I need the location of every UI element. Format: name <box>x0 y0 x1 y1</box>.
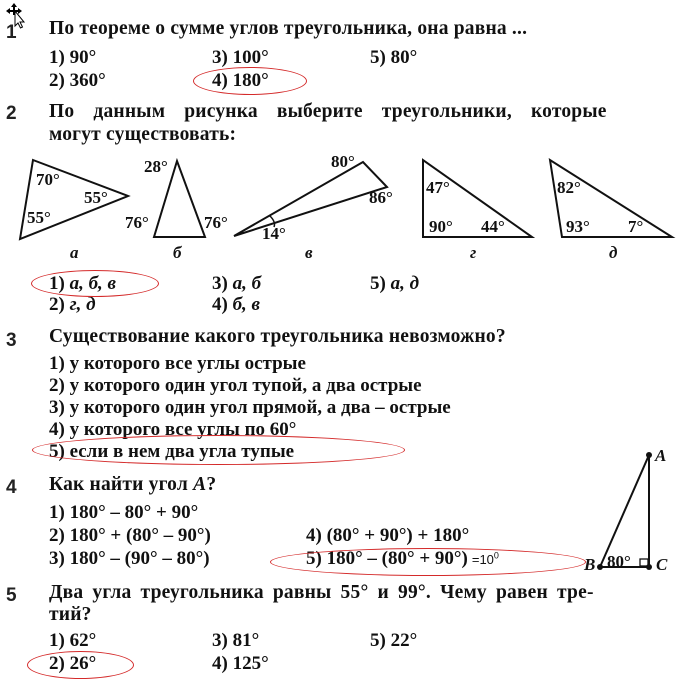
angle-label: 80° <box>331 152 355 171</box>
figure-label: а <box>70 243 79 262</box>
angle-label: 55° <box>27 208 51 227</box>
question-text-line-2: тий? <box>49 604 92 625</box>
question-text-line-1: По данным рисунка выберите треугольники, которые <box>49 101 607 122</box>
angle-label: 7° <box>628 217 644 236</box>
option-2[interactable]: 2) у которого один угол тупой, а два острые <box>49 375 422 396</box>
option-3[interactable]: 3) 100° <box>212 47 269 68</box>
angle-label: 14° <box>262 224 286 243</box>
handwritten-note: $=10^0$ <box>471 550 499 567</box>
option-number: 2) <box>49 294 65 315</box>
figure-label: б <box>173 243 182 262</box>
angle-label: 70° <box>36 170 60 189</box>
question-number: 5 <box>6 585 17 606</box>
option-value: а, д <box>390 273 420 294</box>
angle-label: 93° <box>566 217 590 236</box>
option-2[interactable]: 2) 360° <box>49 70 106 91</box>
question-text-line-1: Два угла треугольника равны 55° и 99°. Чему равен тре- <box>49 582 594 603</box>
angle-label: 55° <box>84 188 108 207</box>
question-variable: A <box>193 474 207 495</box>
option-value: б, в <box>232 294 261 315</box>
option-1[interactable]: 1) 180° – 80° + 90° <box>49 502 199 523</box>
option-4[interactable]: 4) 125° <box>212 653 269 674</box>
option-value: а, б <box>232 273 262 294</box>
answer-highlight-ellipse <box>27 651 134 679</box>
angle-label: 86° <box>369 188 393 207</box>
figure-label: г <box>470 243 477 262</box>
vertex-label-c: C <box>656 555 668 574</box>
option-number: 4) <box>212 294 228 315</box>
question-number: 4 <box>6 477 17 498</box>
option-number: 1) <box>49 273 65 294</box>
figure-label: в <box>305 243 313 262</box>
question-number: 2 <box>6 103 17 124</box>
angle-label-b: 80° <box>607 552 631 571</box>
option-1[interactable]: 1) 90° <box>49 47 97 68</box>
angle-label: 76° <box>125 213 149 232</box>
option-3[interactable]: 3) 180° – (90° – 80°) <box>49 548 210 569</box>
option-4[interactable]: 4) (80° + 90°) + 180° <box>306 525 470 546</box>
option-3[interactable]: 3) 81° <box>212 630 260 651</box>
option-number: 3) <box>212 273 228 294</box>
question-text: Существование какого треугольника невозможно? <box>49 326 506 347</box>
angle-label: 28° <box>144 157 168 176</box>
option-text: 5) 180° – (80° + 90°) <box>306 548 468 569</box>
option-5[interactable]: 5) 80° <box>370 47 418 68</box>
option-1[interactable]: 1) у которого все углы острые <box>49 353 306 374</box>
vertex-label-a: A <box>655 446 667 465</box>
question-number: 1 <box>6 22 17 43</box>
option-5[interactable]: 5) 22° <box>370 630 418 651</box>
question-text-line-2: могут существовать: <box>49 124 237 145</box>
option-value: г, д <box>69 294 96 315</box>
angle-label: 76° <box>204 213 228 232</box>
option-4[interactable]: 4) у которого все углы по 60° <box>49 419 297 440</box>
question-text-suffix: ? <box>206 474 217 495</box>
figure-label: д <box>609 243 618 262</box>
angle-label: 90° <box>429 217 453 236</box>
angle-label: 44° <box>481 217 505 236</box>
vertex-label-b: B <box>584 555 596 574</box>
option-1[interactable]: 1) 62° <box>49 630 97 651</box>
option-number: 5) <box>370 273 386 294</box>
question-number: 3 <box>6 330 17 351</box>
option-2[interactable]: 2) 180° + (80° – 90°) <box>49 525 211 546</box>
angle-label: 47° <box>426 178 450 197</box>
option-value: а, б, в <box>69 273 117 294</box>
option-3[interactable]: 3) у которого один угол прямой, а два – острые <box>49 397 451 418</box>
option-4[interactable]: 4) 180° <box>212 70 269 91</box>
option-2[interactable]: 2) 26° <box>49 653 97 674</box>
option-5[interactable]: 5) если в нем два угла тупые <box>49 441 295 462</box>
question-text-prefix: Как найти угол <box>49 474 194 495</box>
angle-label: 82° <box>557 178 581 197</box>
question-text: По теореме о сумме углов треугольника, она равна ... <box>49 18 528 39</box>
